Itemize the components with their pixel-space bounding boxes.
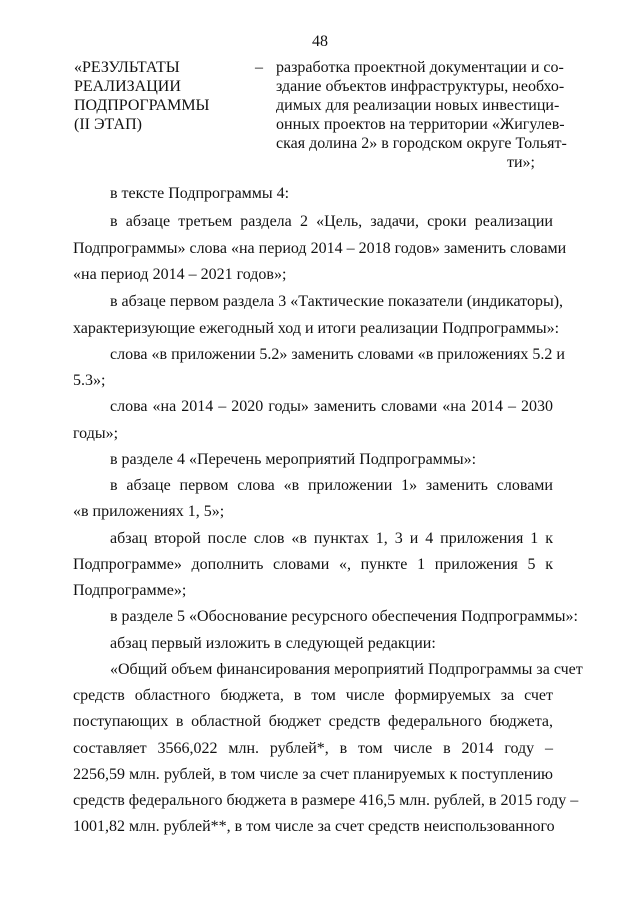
table-right-line: онных проектов на территории «Жигулев-: [276, 116, 565, 133]
paragraph-line: Подпрограммы» слова «на период 2014 – 2018 годов» заменить словами: [73, 240, 567, 257]
table-left-line: РЕАЛИЗАЦИИ: [74, 78, 181, 95]
paragraph-line: «на период 2014 – 2021 годов»;: [73, 266, 287, 283]
paragraph-line: 2256,59 млн. рублей, в том числе за счет планируемых к поступлению: [73, 766, 553, 783]
paragraph-line: абзац первый изложить в следующей редакции:: [110, 635, 436, 652]
paragraph-line: составляет 3566,022 млн. рублей*, в том числе в 2014 году –: [73, 740, 553, 757]
paragraph-line: 1001,82 млн. рублей**, в том числе за счет средств неиспользованного: [73, 818, 555, 835]
table-right-line: ская долина 2» в городском округе Тольят-: [276, 135, 567, 152]
paragraph-line: Подпрограмме» дополнить словами «, пункте 1 приложения 5 к: [73, 556, 553, 573]
page-number: 48: [312, 33, 328, 50]
table-right-cell: [255, 58, 567, 172]
paragraph-line: в тексте Подпрограммы 4:: [110, 185, 290, 202]
paragraph-line: в абзаце первом раздела 3 «Тактические показатели (индикаторы),: [110, 293, 564, 310]
table-right-line: разработка проектной документации и со-: [276, 59, 564, 76]
paragraph-line: слова «в приложении 5.2» заменить словами «в приложениях 5.2 и: [110, 346, 565, 363]
table-left-line: (II ЭТАП): [74, 116, 142, 133]
table-right-line: здание объектов инфраструктуры, необхо-: [276, 78, 565, 95]
paragraph-line: слова «на 2014 – 2020 годы» заменить словами «на 2014 – 2030: [110, 398, 553, 415]
table-right-line: ти»;: [507, 154, 535, 171]
paragraph-line: в разделе 5 «Обоснование ресурсного обеспечения Подпрограммы»:: [110, 608, 578, 625]
table-left-line: ПОДПРОГРАММЫ: [74, 97, 210, 114]
paragraph-line: абзац второй после слов «в пунктах 1, 3 и 4 приложения 1 к: [110, 530, 553, 547]
paragraph-line: в абзаце третьем раздела 2 «Цель, задачи, сроки реализации: [110, 213, 553, 230]
paragraph-line: средств федерального бюджета в размере 416,5 млн. рублей, в 2015 году –: [73, 792, 579, 809]
paragraph-line: 5.3»;: [73, 372, 106, 389]
table-left-line: «РЕЗУЛЬТАТЫ: [74, 59, 180, 76]
paragraph-line: характеризующие ежегодный ход и итоги реализации Подпрограммы»:: [73, 320, 560, 337]
paragraph-line: Подпрограмме»;: [73, 582, 187, 599]
list-dash: –: [255, 59, 263, 76]
paragraph-line: средств областного бюджета, в том числе формируемых за счет: [73, 687, 553, 704]
paragraph-line: поступающих в областной бюджет средств федерального бюджета,: [73, 713, 553, 730]
table-right-line: димых для реализации новых инвестици-: [276, 97, 560, 114]
paragraph-line: в абзаце первом слова «в приложении 1» заменить словами: [110, 477, 553, 494]
paragraph-line: годы»;: [73, 425, 119, 442]
paragraph-line: в разделе 4 «Перечень мероприятий Подпрограммы»:: [110, 451, 477, 468]
table-left-cell: [74, 58, 244, 134]
paragraph-line: «Общий объем финансирования мероприятий Подпрограммы за счет: [110, 661, 583, 678]
paragraph-line: «в приложениях 1, 5»;: [73, 503, 225, 520]
